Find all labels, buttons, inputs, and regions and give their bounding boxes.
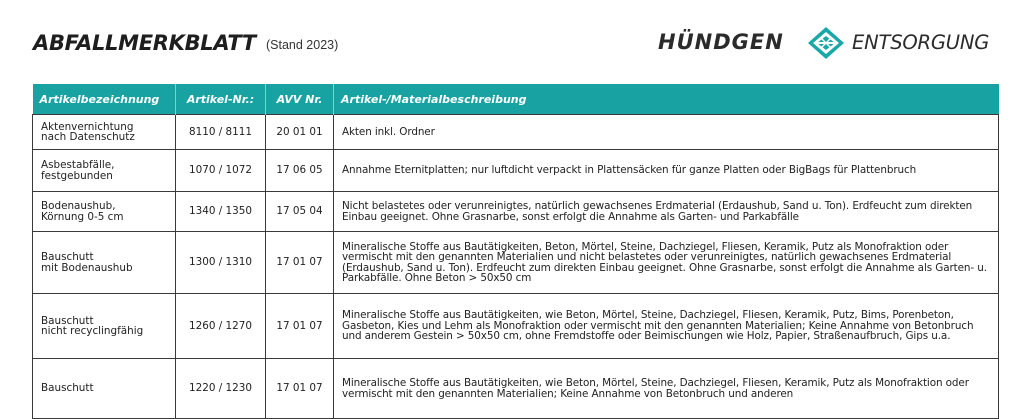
- article-name-line1: Bauschutt: [41, 314, 94, 327]
- avv-number-cell: 17 06 05: [266, 150, 334, 192]
- article-name-cell: [33, 294, 176, 359]
- document-title: ABFALLMERKBLATT: [33, 31, 256, 55]
- article-name-line2: nicht recyclingfähig: [41, 325, 144, 337]
- article-number-cell: 1300 / 1310: [176, 232, 266, 294]
- avv-number-cell: 17 01 07: [266, 232, 334, 294]
- table-row: [33, 359, 999, 419]
- description-cell: Akten inkl. Ordner: [334, 115, 999, 150]
- article-number-cell: 8110 / 8111: [176, 115, 266, 150]
- company-logo: [658, 24, 1003, 64]
- table-row: [33, 150, 999, 192]
- description-cell: Nicht belastetes oder verunreinigtes, natürlich gewachsenes Erdmaterial (Erdaushub, Sand u. Ton). Erdfeucht zum direkten Einbau geeignet. Ohne Grasnarbe, sonst erfolgt die Annahme als Garten- und Parkabfälle: [334, 192, 999, 232]
- description-cell: Mineralische Stoffe aus Bautätigkeiten, wie Beton, Mörtel, Steine, Dachziegel, Fliesen, Keramik, Putz, Bims, Porenbeton, Gasbeton, Kies und Lehm als Monofraktion oder vermischt mit den genannten Materialien; Keine Annahme von Betonbruch und anderem Gestein > 50x50 cm, ohne Fremdstoffe oder Beimischungen wie Holz, Papier, Straßenaufbruch, Gips u.a.: [334, 294, 999, 359]
- description-cell: Annahme Eternitplatten; nur luftdicht verpackt in Plattensäcken für ganze Platten oder BigBags für Plattenbruch: [334, 150, 999, 192]
- avv-number-cell: 17 01 07: [266, 294, 334, 359]
- table-row: [33, 115, 999, 150]
- column-header-description: Artikel-/Materialbeschreibung: [334, 84, 999, 115]
- article-name-line2: mit Bodenaushub: [41, 261, 133, 274]
- article-number-cell: 1260 / 1270: [176, 294, 266, 359]
- article-name-cell: [33, 232, 176, 294]
- waste-table: [32, 84, 999, 419]
- logo-word-huendgen: HÜNDGEN: [658, 30, 784, 54]
- table-row: [33, 232, 999, 294]
- article-name-cell: [33, 192, 176, 232]
- company-diamond-logo-icon: [806, 26, 846, 60]
- article-name-line2: festgebunden: [41, 169, 113, 182]
- column-header-article-name: Artikelbezeichnung: [33, 84, 176, 115]
- table-row: [33, 192, 999, 232]
- article-name-line1: Aktenvernichtung: [41, 120, 134, 133]
- avv-number-cell: 20 01 01: [266, 115, 334, 150]
- article-name-line1: Bodenaushub,: [41, 200, 116, 212]
- logo-word-entsorgung: ENTSORGUNG: [852, 31, 990, 54]
- document-subtitle: (Stand 2023): [266, 38, 339, 52]
- avv-number-cell: 17 01 07: [266, 359, 334, 419]
- article-name-line2: Körnung 0-5 cm: [41, 210, 124, 223]
- article-number-cell: 1340 / 1350: [176, 192, 266, 232]
- article-name-cell: [33, 150, 176, 192]
- article-name-line1: Asbestabfälle,: [41, 159, 115, 171]
- description-cell: Mineralische Stoffe aus Bautätigkeiten, wie Beton, Mörtel, Steine, Dachziegel, Fliesen, Keramik, Putz als Monofraktion oder vermischt mit den genannten Materialien; Keine Annahme von Betonbruch und anderen: [334, 359, 999, 419]
- article-number-cell: 1070 / 1072: [176, 150, 266, 192]
- article-name-cell: [33, 359, 176, 419]
- table-row: [33, 294, 999, 359]
- description-cell: Mineralische Stoffe aus Bautätigkeiten, Beton, Mörtel, Steine, Dachziegel, Fliesen, Keramik, Putz als Monofraktion oder vermischt mit den genannten Materialien und nicht belastetes oder verunreinigtes, natürlich gewachsenes Erdmaterial (Erdaushub, Sand u. Ton). Erdfeucht zum direkten Einbau geeignet. Ohne Grasnarbe, sonst erfolgt die Annahme als Garten- u. Parkabfälle. Ohne Beton > 50x50 cm: [334, 232, 999, 294]
- column-header-article-number: Artikel-Nr.:: [176, 84, 266, 115]
- article-name-line2: nach Datenschutz: [41, 131, 135, 143]
- column-header-avv-number: AVV Nr.: [266, 84, 334, 115]
- article-name-line1: Bauschutt: [41, 251, 94, 263]
- page-header: [0, 0, 1024, 84]
- table-header-row: [33, 84, 999, 115]
- article-name-line1: Bauschutt: [41, 382, 94, 395]
- article-name-cell: [33, 115, 176, 150]
- article-number-cell: 1220 / 1230: [176, 359, 266, 419]
- avv-number-cell: 17 05 04: [266, 192, 334, 232]
